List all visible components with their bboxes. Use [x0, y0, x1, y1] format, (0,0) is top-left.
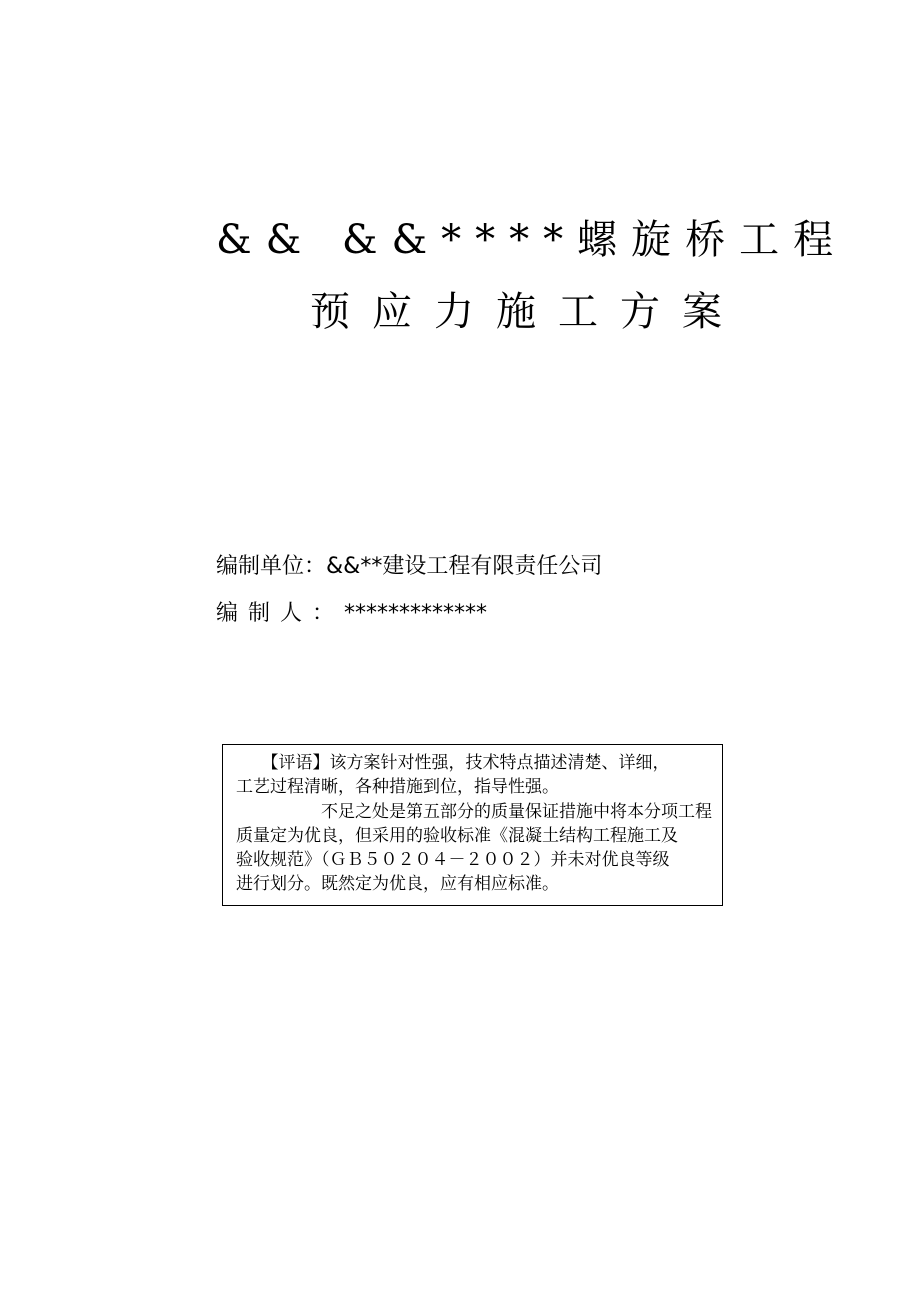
comment-line-2: 工艺过程清晰，各种措施到位，指导性强。 — [236, 777, 559, 797]
compiler-unit-line — [216, 553, 602, 581]
document-title-line-1: && &&****螺旋桥工程 — [216, 217, 848, 263]
compiler-person-label: 编制人： — [216, 601, 345, 626]
compiler-unit-label: 编制单位： — [216, 554, 327, 579]
compiler-person-value: ************* — [344, 601, 488, 626]
comment-line-3: 不足之处是第五部分的质量保证措施中将本分项工程 — [236, 802, 712, 822]
comment-line-5: 验收规范》（ＧＢ５０２０４－２００２）并未对优良等级 — [236, 850, 670, 870]
compiler-person-line — [216, 600, 487, 628]
compiler-unit-value: &&**建设工程有限责任公司 — [326, 554, 603, 579]
review-comment-box — [222, 744, 723, 906]
comment-line-1: 【评语】该方案针对性强，技术特点描述清楚、详细， — [236, 753, 670, 773]
comment-line-4: 质量定为优良，但采用的验收标准《混凝土结构工程施工及 — [236, 826, 678, 846]
document-title-line-2: 预应力施工方案 — [310, 289, 744, 335]
comment-line-6: 进行划分。既然定为优良，应有相应标准。 — [236, 874, 559, 894]
